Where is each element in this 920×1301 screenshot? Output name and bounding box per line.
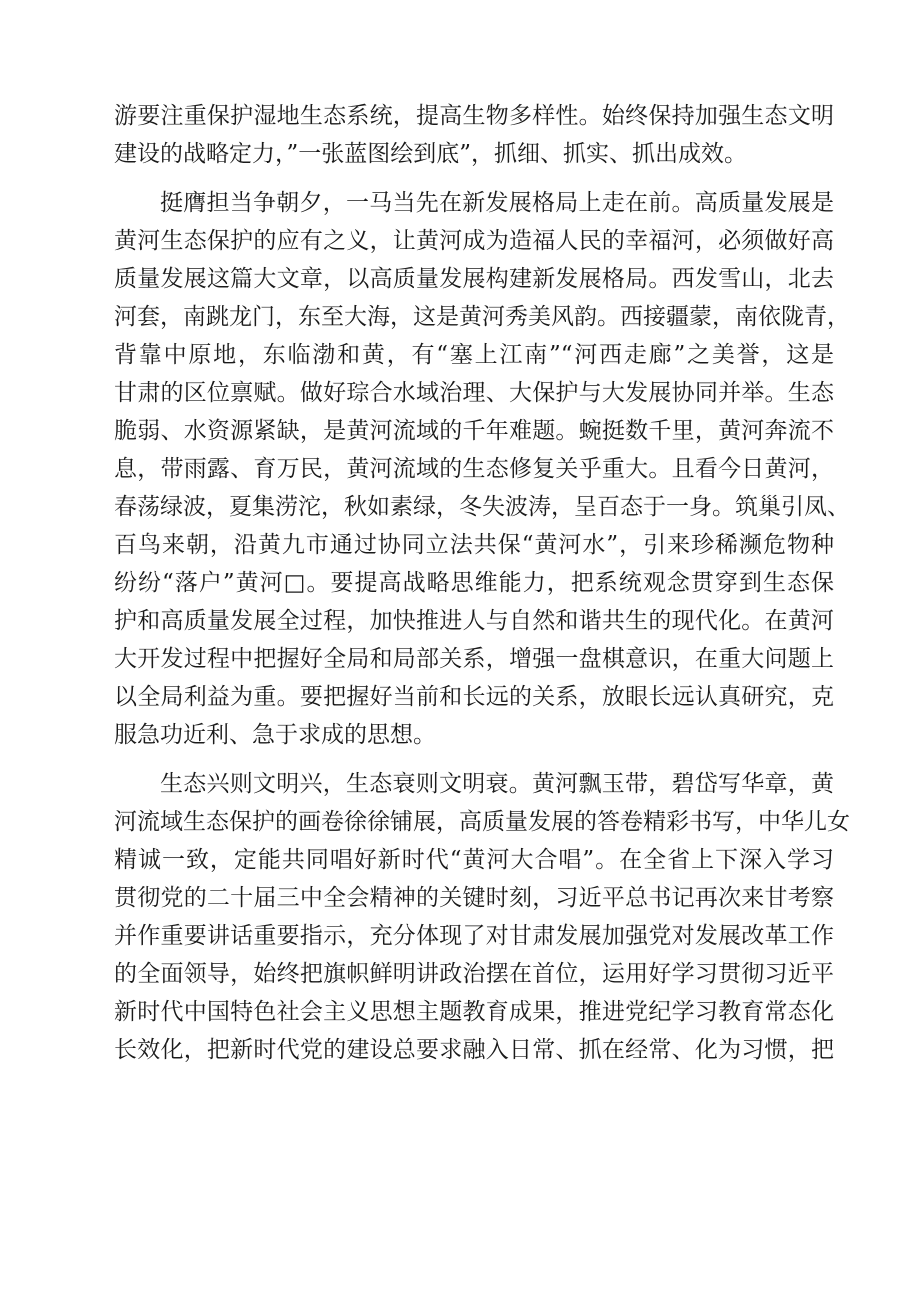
text-line: 挺膺担当争朝夕，一马当先在新发展格局上走在前。高质量发展是 [160,190,834,216]
text-line: 甘肃的区位禀赋。做好琮合水域治理、大保护与大发展协同并举。生态 [114,380,834,406]
paragraph-1 [114,97,834,173]
text-line: 河流域生态保护的画卷徐徐铺展，高质量发展的答卷精彩书写，中华儿女 [114,809,850,835]
text-line: 大开发过程中把握好全局和局部关系，增强一盘棋意识，在重大问题上 [114,646,834,672]
text-line: 护和高质量发展全过程，加快推进人与自然和谐共生的现代化。在黄河 [114,608,834,634]
text-line: 背靠中原地，东临渤和黄，有“塞上江南”“河西走廊”之美誉，这是 [114,342,834,368]
text-line: 百鸟来朝，沿黄九市通过协同立法共保“黄河水”，引来珍稀濒危物种 [114,532,834,558]
text-line: 生态兴则文明兴，生态衰则文明衰。黄河飘玉带，碧岱写华章，黄 [160,771,834,797]
text-line: 长效化，把新时代党的建设总要求融入日常、抓在经常、化为习惯，把 [114,1037,834,1063]
text-line: 春荡绿波，夏集涝沱，秋如素绿，冬失波涛，呈百态于一身。筑巢引凤、 [114,494,850,520]
text-line: 服急功近利、急于求成的思想。 [114,722,436,748]
text-line: 以全局利益为重。要把握好当前和长远的关系，放眼长远认真研究，克 [114,684,834,710]
text-line: 息，带雨露、育万民，黄河流域的生态修复关乎重大。且看今日黄河， [114,456,834,482]
text-line: 建设的战略定力，”一张蓝图绘到底”，抓细、抓实、抓出成效。 [114,141,748,167]
text-line: 质量发展这篇大文章，以高质量发展构建新发展格局。西发雪山，北去 [114,266,834,292]
text-line: 并作重要讲话重要指示，充分体现了对甘肃发展加强党对发展改革工作 [114,923,834,949]
text-line: 河套，南跳龙门，东至大海，这是黄河秀美风韵。西接疆蒙，南依陇青， [114,304,850,330]
text-line: 的全面领导，始终把旗帜鲜明讲政治摆在首位，运用好学习贯彻习近平 [114,961,834,987]
text-line: 精诚一致，定能共同唱好新时代“黄河大合唱”。在全省上下深入学习 [114,847,834,873]
text-line: 脆弱、水资源紧缺，是黄河流域的千年难题。蜿挺数千里，黄河奔流不 [114,418,834,444]
text-line: 纷纷“落户”黄河□。要提高战略思维能力，把系统观念贯穿到生态保 [114,570,834,596]
text-line: 游要注重保护湿地生态系统，提高生物多样性。始终保持加强生态文明 [114,103,834,129]
paragraph-3 [114,765,850,1069]
text-line: 黄河生态保护的应有之义，让黄河成为造福人民的幸福河，必须做好高 [114,228,834,254]
body-text [114,97,850,1069]
text-line: 贯彻党的二十届三中全会精神的关键时刻，习近平总书记再次来甘考察 [114,885,834,911]
text-line: 新时代中国特色社会主义思想主题教育成果，推进党纪学习教育常态化 [114,999,834,1025]
paragraph-2 [114,184,850,754]
